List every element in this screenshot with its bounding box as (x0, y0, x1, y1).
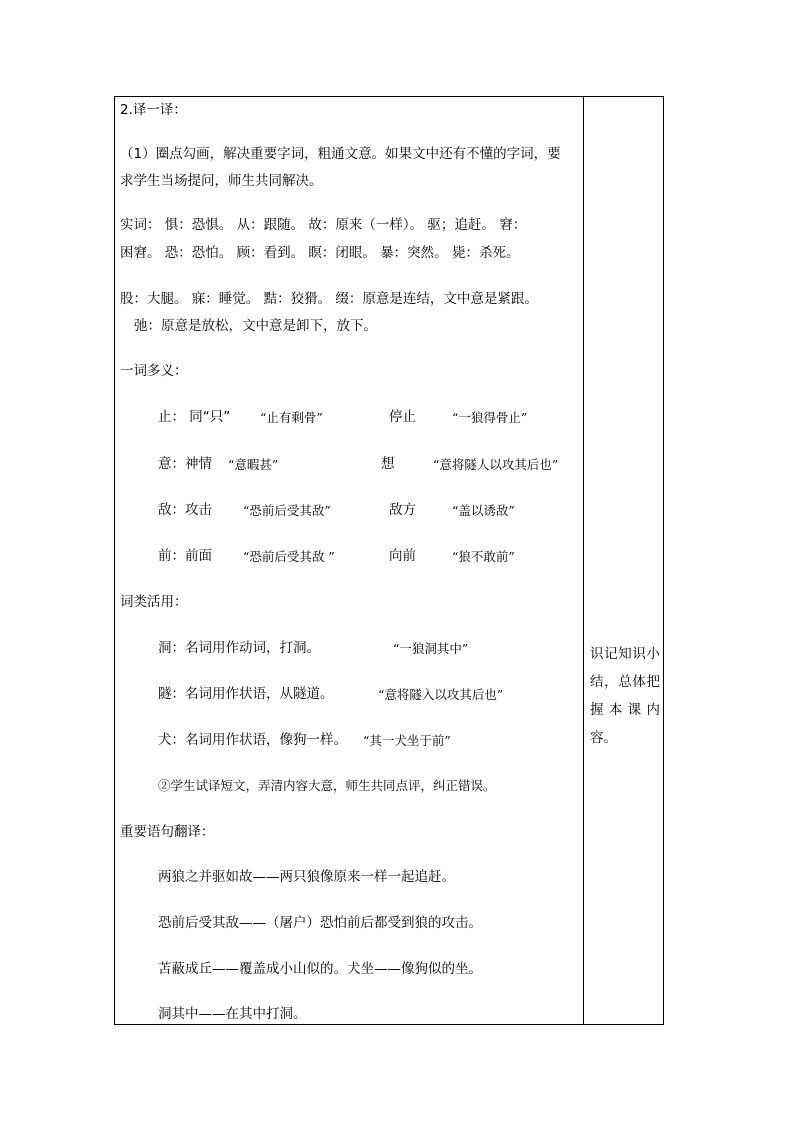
yiciduoyi-meaning: 向前 (389, 548, 416, 564)
side-note-cell (584, 97, 663, 1024)
shici-line-1: 实词： 惧：恐惧。 从：跟随。 故：原来（一样）。 驱；追赶。 窘： (120, 217, 527, 233)
cileihuoyong-title: 词类活用： (120, 594, 188, 610)
yiciduoyi-meaning: 想 (381, 456, 395, 472)
yuju-title: 重要语句翻译： (120, 824, 215, 840)
main-content-cell (115, 97, 583, 1024)
yiciduoyi-example: “止有剩骨” (260, 410, 323, 425)
yiciduoyi-title: 一词多义： (120, 363, 188, 379)
yiciduoyi-char: 敌：攻击 (158, 502, 212, 518)
side-note: 识记知识小结，总体把握本课内容。 (590, 646, 660, 746)
section-heading: 2.译一译： (120, 102, 187, 118)
cileihuoyong-text: 隧：名词用作状语，从隧道。 (158, 686, 334, 702)
intro-line-2: 求学生当场提问，师生共同解决。 (120, 173, 323, 189)
yiciduoyi-example: “恐前后受其敌 ” (243, 549, 335, 564)
yiciduoyi-example: “盖以诱敌” (452, 503, 515, 518)
yiciduoyi-example: “狼不敢前” (452, 549, 515, 564)
yuju-line: 苫蔽成丘——覆盖成小山似的。犬坐——像狗似的坐。 (158, 961, 482, 977)
cileihuoyong-example: “一狼洞其中” (393, 641, 469, 656)
yiciduoyi-example: “一狼得骨止” (452, 410, 528, 425)
yiciduoyi-example: “意将隧人以攻其后也” (433, 457, 559, 472)
yiciduoyi-char: 止： 同“只” (158, 409, 231, 425)
yiciduoyi-example: “意暇甚” (228, 457, 279, 472)
intro-line-1: （1）圈点勾画，解决重要字词，粗通文意。如果文中还有不懂的字词，要 (120, 146, 561, 162)
yuju-line: 洞其中——在其中打洞。 (158, 1006, 307, 1022)
lesson-table (114, 96, 664, 1025)
yiciduoyi-meaning: 敌方 (389, 502, 416, 518)
step-2-text: ②学生试译短文，弄清内容大意，师生共同点评，纠正错误。 (158, 778, 496, 793)
shici-line-3: 股：大腿。 寐：睡觉。 黠：狡猾。 缀：原意是连结，文中意是紧跟。 (120, 291, 538, 307)
cileihuoyong-example: “意将隧入以攻其后也” (378, 687, 504, 702)
yiciduoyi-meaning: 停止 (389, 409, 416, 425)
shici-line-2: 困窘。 恐：恐怕。 顾：看到。 瞑：闭眼。 暴：突然。 毙：杀死。 (120, 245, 520, 261)
yuju-line: 两狼之并驱如故——两只狼像原来一样一起追赶。 (158, 869, 455, 885)
shici-line-4: 弛：原意是放松，文中意是卸下，放下。 (134, 318, 377, 334)
yiciduoyi-char: 意：神情 (158, 456, 212, 472)
cileihuoyong-text: 犬：名词用作状语，像狗一样。 (158, 732, 347, 748)
yiciduoyi-example: “恐前后受其敌” (243, 503, 331, 518)
yiciduoyi-char: 前：前面 (158, 548, 212, 564)
cileihuoyong-example: “其一犬坐于前” (363, 733, 451, 748)
cileihuoyong-text: 洞：名词用作动词，打洞。 (158, 640, 320, 656)
yuju-line: 恐前后受其敌——（屠户）恐怕前后都受到狼的攻击。 (158, 915, 482, 931)
